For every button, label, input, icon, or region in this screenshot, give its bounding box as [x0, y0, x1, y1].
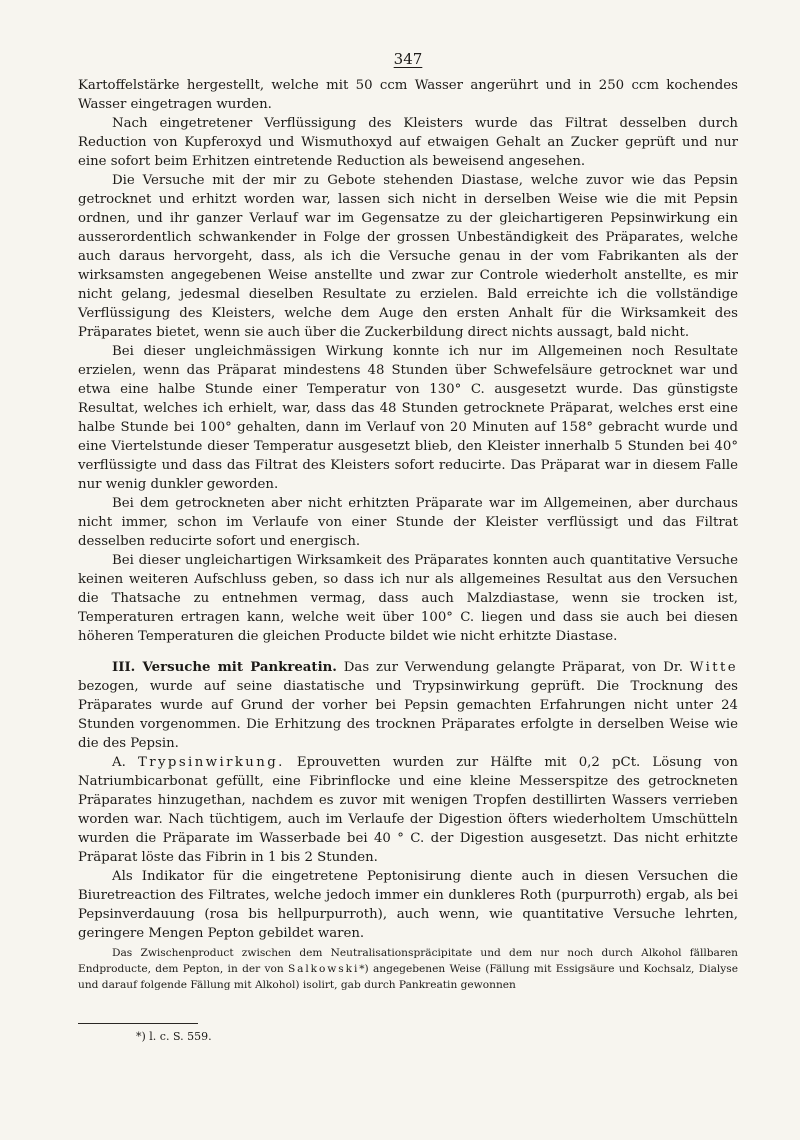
section-intro-after-name: bezogen, wurde auf seine diastatische und Trypsinwirkung geprüft. Die Trocknung des Präparates wurde auf Grund der vorher bei Pepsin gemachten Erfahrungen nicht unter 24 Stunden vorgenommen. Die Erhitzung des trocknen Präparates erfolgte in derselben Weise wie die des Pepsin. — [78, 679, 738, 751]
subsection-label: A. — [112, 755, 126, 770]
paragraph-small-print — [78, 945, 738, 993]
small-before-name: Das Zwischenproduct zwischen dem Neutralisationspräcipitate und dem nur noch durch Alkohol fällbaren Endproducte, dem Pepton, in der von — [78, 947, 738, 975]
paragraph-reduction-test: Nach eingetretener Verflüssigung des Kleisters wurde das Filtrat desselben durch Reduction von Kupferoxyd und Wismuthoxyd auf etwaigen Gehalt an Zucker geprüft und nur eine sofort beim Erhitzen eintretende Reduction als beweisend angesehen. — [78, 116, 738, 169]
author-name-salkowski: Salkowski — [288, 963, 360, 975]
author-name-witte: Witte — [689, 660, 738, 675]
section-heading: III. Versuche mit Pankreatin. — [112, 660, 337, 675]
section-pankreatin-intro — [78, 658, 738, 753]
paragraph-results: Bei dieser ungleichmässigen Wirkung konnte ich nur im Allgemeinen noch Resultate erzielen, wenn das Präparat mindestens 48 Stunden über Schwefelsäure getrocknet war und etwa eine halbe Stunde einer Temperatur von 130° C. ausgesetzt wurde. Das günstigste Resultat, welches ich erhielt, war, dass das 48 Stunden getrocknete Präparat, welches erst eine halbe Stunde bei 100° gehalten, dann im Verlauf von 20 Minuten auf 158° gebracht wurde und eine Viertelstunde dieser Temperatur ausgesetzt blieb, den Kleister innerhalb 5 Stunden bei 40° verflüssigte und dass das Filtrat des Kleisters sofort reducirte. Das Präparat war in diesem Falle nur wenig dunkler geworden. — [78, 344, 738, 492]
page-number: 347 — [393, 50, 423, 68]
paragraph-unheated: Bei dem getrockneten aber nicht erhitzten Präparate war im Allgemeinen, aber durchaus nicht immer, schon im Verlaufe von einer Stunde der Kleister verflüssigt und das Filtrat desselben reducirte sofort und energisch. — [78, 496, 738, 549]
paragraph-continuation: Kartoffelstärke hergestellt, welche mit 50 ccm Wasser angerührt und in 250 ccm kochendes Wasser eingetragen wurden. — [78, 78, 738, 112]
section-intro-before-name: Das zur Verwendung gelangte Präparat, von Dr. — [343, 660, 683, 675]
footnote-rule — [78, 1023, 198, 1024]
paragraph-conclusion: Bei dieser ungleichartigen Wirksamkeit des Präparates konnten auch quantitative Versuche keinen weiteren Aufschluss geben, so dass ich nur als allgemeines Resultat aus den Versuchen die Thatsache zu entnehmen vermag, dass auch Malzdiastase, wenn sie trocken ist, Temperaturen ertragen kann, welche weit über 100° C. liegen und dass sie auch bei diesen höheren Temperaturen die gleichen Producte bildet wie nicht erhitzte Diastase. — [78, 553, 738, 644]
paragraph-diastase: Die Versuche mit der mir zu Gebote stehenden Diastase, welche zuvor wie das Pepsin getrocknet und erhitzt worden war, lassen sich nicht in derselben Weise wie die mit Pepsin ordnen, und ihr ganzer Verlauf war im Gegensatze zu der gleichartigeren Pepsinwirkung ein ausserordentlich schwankender in Folge der grossen Unbeständigkeit des Präparates, welche auch daraus hervorgeht, dass, als ich die Versuche genau in der vom Fabrikanten als der wirksamsten angegebenen Weise anstellte und zwar zur Controle wiederholt anstellte, es mir nicht gelang, jedesmal dieselben Resultate zu erzielen. Bald erreichte ich die vollständige Verflüssigung des Kleisters, welche dem Auge den ersten Anhalt für die Wirksamkeit des Präparates bietet, wenn sie auch über die Zuckerbildung direct nichts aussagt, bald nicht. — [78, 173, 738, 340]
footnote: *) l. c. S. 559. — [136, 1030, 212, 1043]
section-gap — [78, 646, 738, 658]
subsection-heading: Trypsinwirkung. — [138, 755, 285, 770]
subsection-trypsin — [78, 753, 738, 867]
subsection-text: Eprouvetten wurden zur Hälfte mit 0,2 pCt. Lösung von Natriumbicarbonat gefüllt, eine Fibrinflocke und eine kleine Messerspitze des getrockneten Präparates hinzugethan, nachdem es zuvor mit wenigen Tropfen destillirten Wassers verrieben worden war. Nach tüchtigem, auch im Verlaufe der Digestion öfters wiederholtem Umschütteln wurden die Präparate im Wasserbade bei 40 ° C. der Digestion ausgesetzt. Das nicht erhitzte Präparat löste das Fibrin in 1 bis 2 Stunden. — [78, 755, 738, 865]
book-page — [78, 50, 738, 1043]
paragraph-indicator: Als Indikator für die eingetretene Peptonisirung diente auch in diesen Versuchen die Biuretreaction des Filtrates, welche jedoch immer ein dunkleres Roth (purpurroth) ergab, als bei Pepsinverdauung (rosa bis hellpurpurroth), auch wenn, wie quantitative Versuche lehrten, geringere Mengen Pepton gebildet waren. — [78, 869, 738, 941]
small-after-name: *) angegebenen Weise (Fällung mit Essigsäure und Kochsalz, Dialyse und darauf folgende Fällung mit Alkohol) isolirt, gab durch Pankreatin gewonnen — [78, 963, 738, 991]
